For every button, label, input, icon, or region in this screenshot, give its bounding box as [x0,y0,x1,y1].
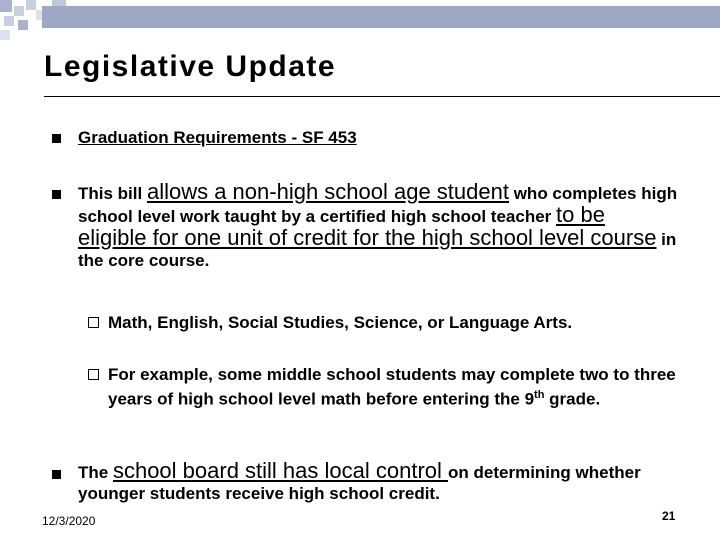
title-underline [44,96,720,97]
sub-bullet-subjects: Math, English, Social Studies, Science, or Language Arts. [108,313,573,332]
checker-pattern-decoration [0,0,720,42]
bullet-marker [52,470,61,479]
bullet-graduation-requirements: Graduation Requirements - SF 453 [78,128,357,147]
bill-text-1: This bill [78,184,147,203]
bullet-bill-description [78,181,678,271]
sub-bullet-marker [88,317,99,328]
ordinal-suffix: th [534,389,545,401]
bill-highlight-2: to be eligible for one unit of credit for the high school level course [78,202,657,250]
slide-title: Legislative Update [44,50,337,83]
bill-text-3: in the core course. [78,230,677,270]
local-control-text-1: The [78,463,113,482]
example-text: For example, some middle school students may complete two to three years of high school level math before entering the 9 [108,365,676,409]
bullet-marker [52,134,61,143]
bullet-marker [52,190,61,199]
local-control-highlight: school board still has local control [112,458,449,483]
local-control-text-2: on determining whether younger students receive high school credit. [78,463,641,503]
sub-bullet-example [108,364,683,410]
bullet-local-control [78,460,678,504]
sub-bullet-marker [88,369,99,380]
bill-highlight-1: allows a non-high school age student [146,179,509,204]
example-text-end: grade. [544,389,601,409]
footer-date: 12/3/2020 [42,514,96,528]
page-number: 21 [662,509,676,523]
bill-text-2: who completes high school level work taught by a certified high school teacher [78,184,678,226]
